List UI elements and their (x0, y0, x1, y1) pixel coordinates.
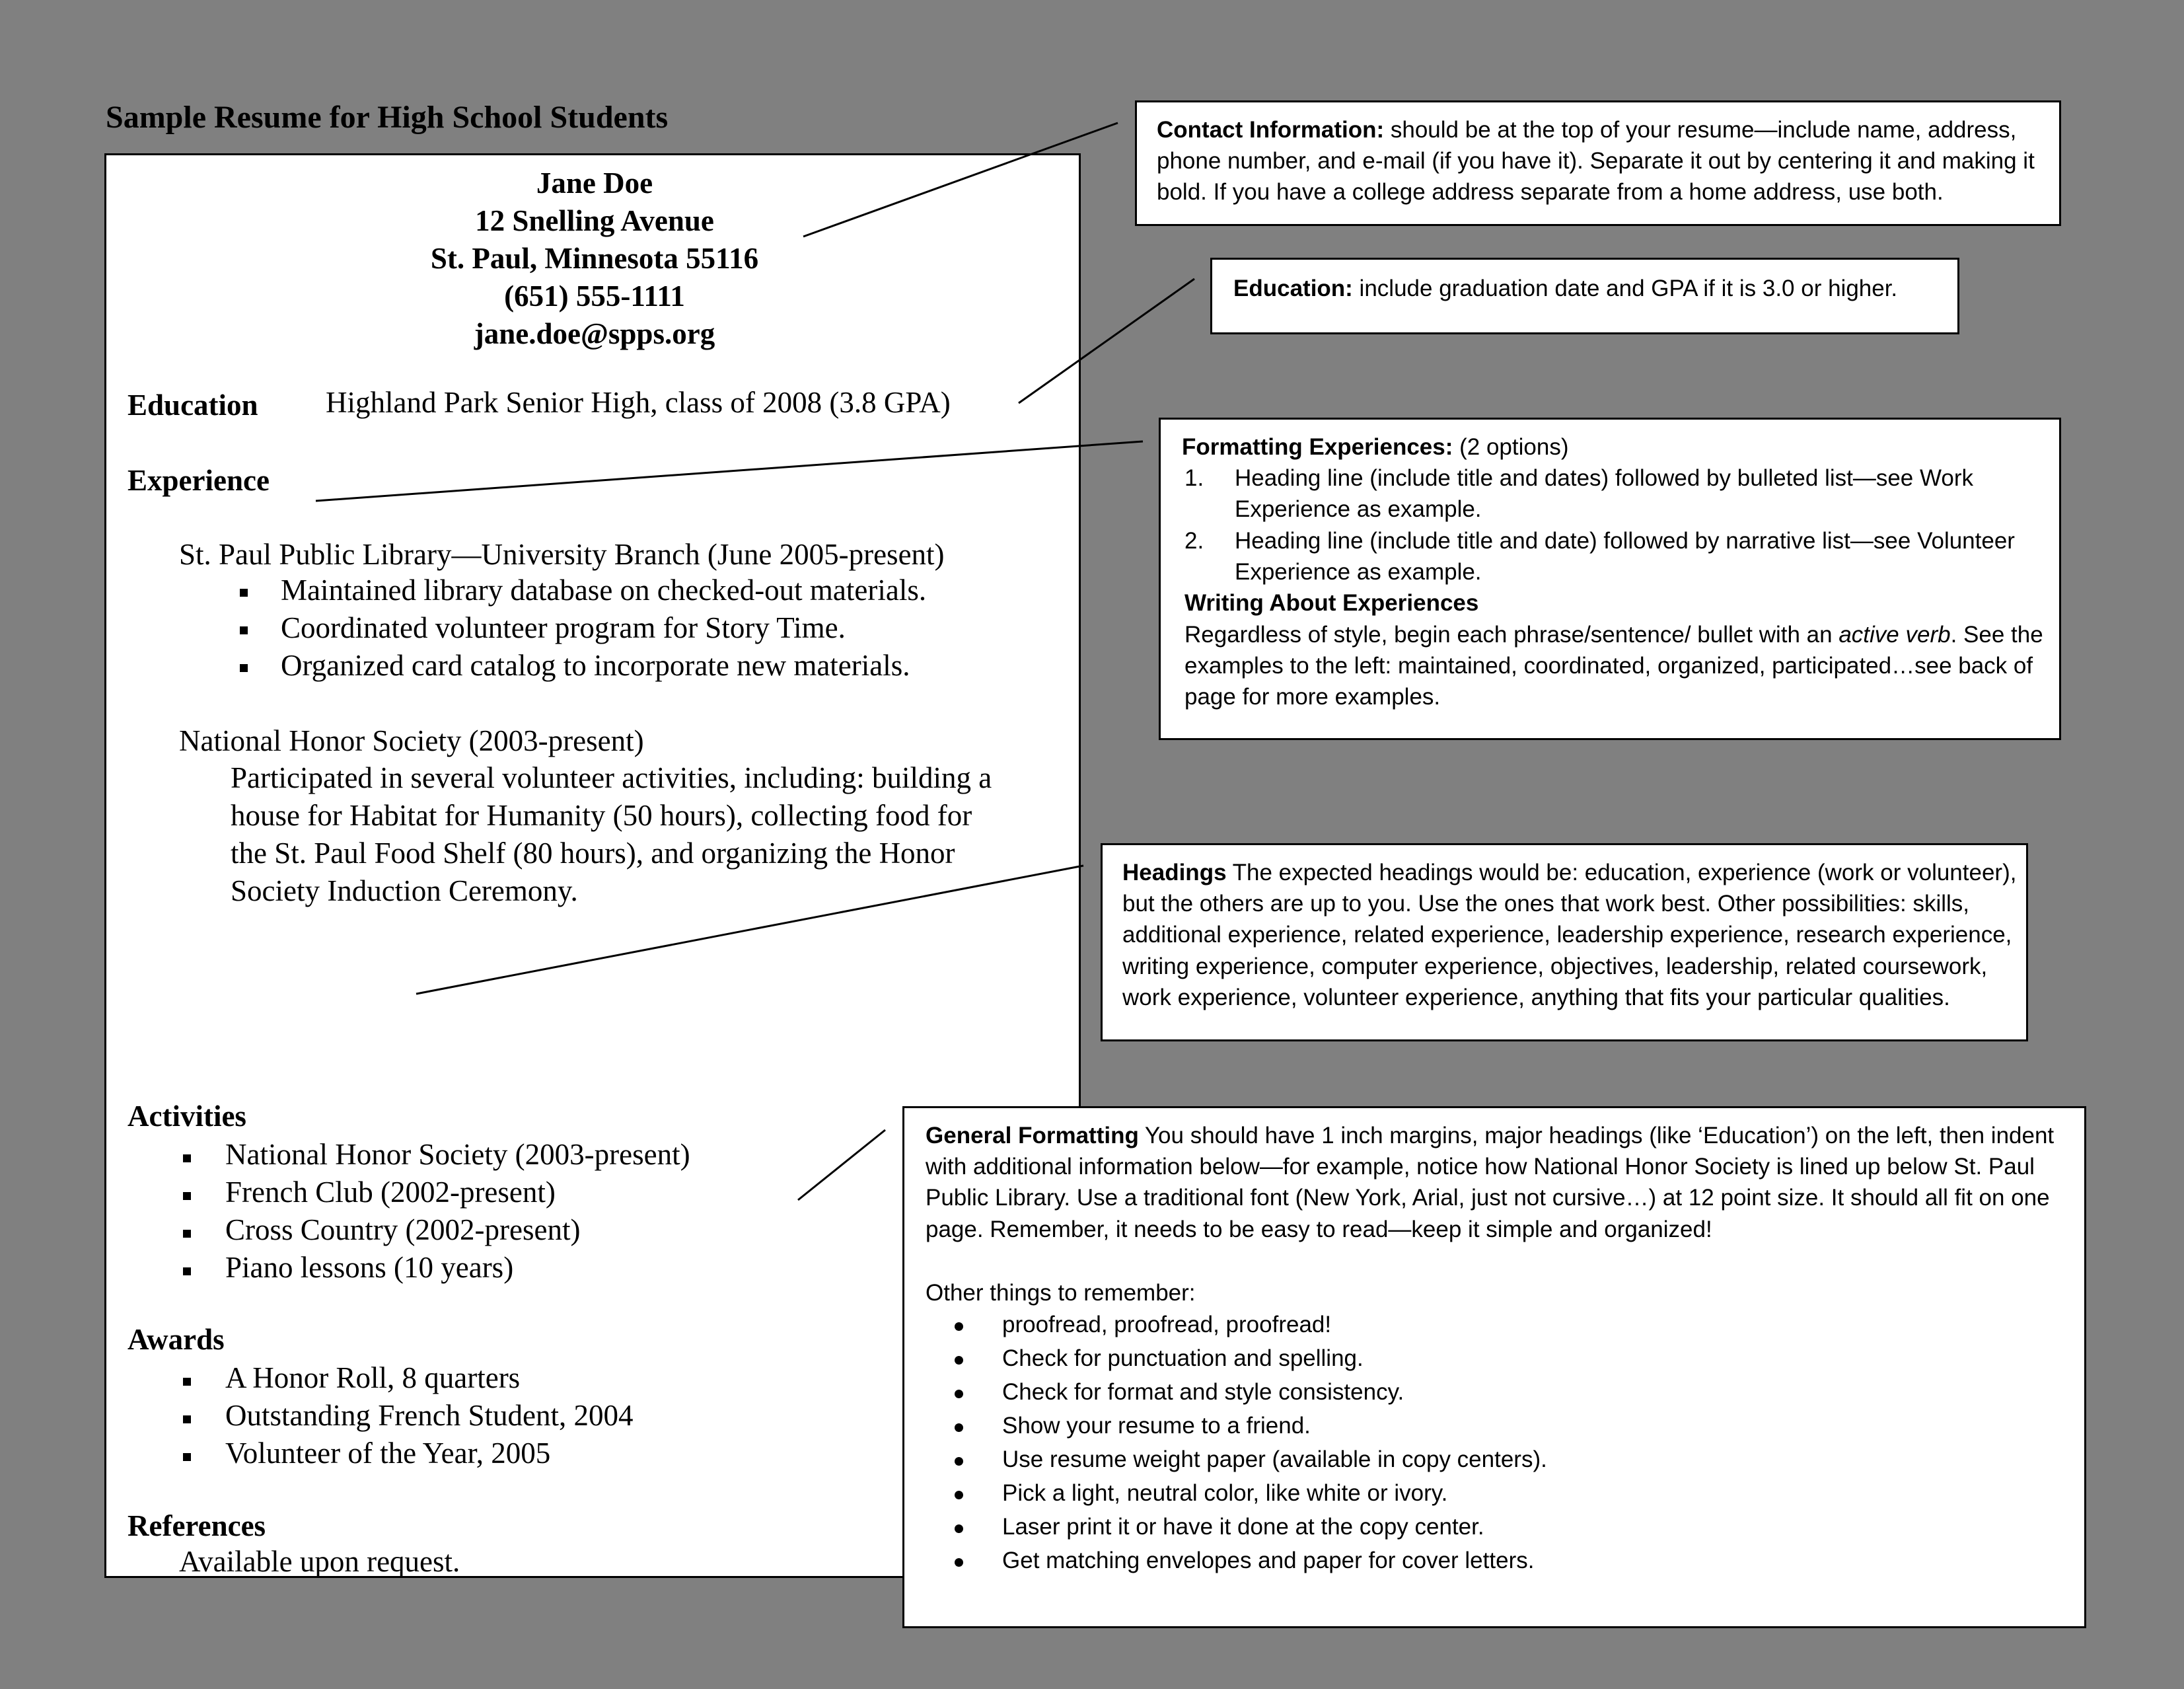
note-label: Formatting Experiences: (1182, 434, 1453, 460)
contact-email: jane.doe@spps.org (474, 317, 715, 350)
narrative-line: house for Habitat for Humanity (50 hours), collecting food for (231, 799, 972, 832)
leader-line-headings (416, 866, 1083, 994)
education-heading: Education (127, 389, 258, 422)
list-item: Laser print it or have it done at the copy center. (1002, 1514, 1484, 1540)
awards-heading: Awards (127, 1323, 225, 1356)
note-text: work experience, volunteer experience, anything that fits your particular qualities. (1122, 985, 1950, 1010)
contact-street: 12 Snelling Avenue (475, 204, 714, 237)
list-item: Pick a light, neutral color, like white or ivory. (1002, 1480, 1448, 1506)
narrative-line: the St. Paul Food Shelf (80 hours), and organizing the Honor (231, 837, 955, 870)
note-label: Contact Information: (1157, 117, 1385, 143)
list-item: Cross Country (2002-present) (225, 1213, 581, 1246)
note-label: Education: (1233, 276, 1353, 301)
list-item: Piano lessons (10 years) (225, 1251, 514, 1284)
job-title-library: St. Paul Public Library—University Branch (June 2005-present) (179, 538, 945, 571)
list-number: 1. (1184, 465, 1204, 491)
leader-line-education (1019, 279, 1194, 403)
list-number: 2. (1184, 528, 1204, 554)
note-text: Regardless of style, begin each phrase/sentence/ bullet with an (1184, 622, 1839, 648)
note-text: additional experience, related experience, leadership experience, research experience, (1122, 922, 2012, 948)
leader-line-formatting (316, 441, 1143, 501)
list-item: Show your resume to a friend. (1002, 1413, 1311, 1439)
education-text: Highland Park Senior High, class of 2008 (3.8 GPA) (326, 386, 951, 419)
activities-heading: Activities (127, 1100, 246, 1133)
note-text: but the others are up to you. Use the ones that work best. Other possibilities: skills, (1122, 891, 1970, 917)
note-text: page. Remember, it needs to be easy to read—keep it simple and organized! (926, 1217, 1712, 1242)
experience-heading: Experience (127, 464, 270, 497)
list-item: French Club (2002-present) (225, 1176, 556, 1209)
note-text: Heading line (include title and dates) followed by bulleted list—see Work (1235, 465, 1974, 491)
list-item: Volunteer of the Year, 2005 (225, 1437, 551, 1470)
note-text: examples to the left: maintained, coordinated, organized, participated…see back of (1184, 653, 2033, 679)
list-item: Outstanding French Student, 2004 (225, 1399, 634, 1432)
references-text: Available upon request. (179, 1545, 460, 1578)
note-text: Heading line (include title and date) followed by narrative list—see Volunteer (1235, 528, 2015, 554)
note-text: writing experience, computer experience, objectives, leadership, related coursework, (1122, 954, 1988, 979)
contact-phone: (651) 555-1111 (504, 280, 685, 313)
list-item: Use resume weight paper (available in copy centers). (1002, 1446, 1547, 1472)
list-item: Check for punctuation and spelling. (1002, 1345, 1364, 1371)
note-text: Public Library. Use a traditional font (New York, Arial, just not cursive…) at 12 point size. It should all fit on one (926, 1185, 2050, 1211)
references-heading: References (127, 1509, 266, 1542)
note-text: Experience as example. (1235, 496, 1482, 522)
leader-line-contact (803, 123, 1118, 237)
list-item: Organized card catalog to incorporate new materials. (281, 649, 910, 682)
contact-name: Jane Doe (536, 167, 653, 200)
list-item: National Honor Society (2003-present) (225, 1138, 690, 1171)
narrative-line: Society Induction Ceremony. (231, 874, 578, 907)
note-text: bold. If you have a college address separate from a home address, use both. (1157, 179, 1944, 205)
contact-city: St. Paul, Minnesota 55116 (430, 242, 759, 275)
note-text: include graduation date and GPA if it is 3.0 or higher. (1352, 276, 1898, 301)
page-title: Sample Resume for High School Students (106, 100, 669, 135)
list-item: Coordinated volunteer program for Story Time. (281, 611, 846, 644)
note-text: page for more examples. (1184, 684, 1441, 710)
note-text: The expected headings would be: education, experience (work or volunteer), (1226, 860, 2017, 885)
list-item: proofread, proofread, proofread! (1002, 1312, 1332, 1337)
note-text: You should have 1 inch margins, major headings (like ‘Education’) on the left, then indent (1138, 1123, 2055, 1148)
list-item: Maintained library database on checked-out materials. (281, 574, 927, 607)
job-title-nhs: National Honor Society (2003-present) (179, 724, 644, 757)
list-item: A Honor Roll, 8 quarters (225, 1361, 521, 1394)
note-text: (2 options) (1453, 434, 1569, 460)
leader-line-general (798, 1130, 885, 1200)
note-text: Experience as example. (1235, 559, 1482, 585)
note-emphasis: active verb (1838, 622, 1951, 648)
list-item: Get matching envelopes and paper for cover letters. (1002, 1548, 1535, 1573)
note-subheading: Writing About Experiences (1184, 590, 1479, 616)
note-text: . See the (1950, 622, 2043, 648)
note-text: should be at the top of your resume—include name, address, (1384, 117, 2017, 143)
narrative-line: Participated in several volunteer activities, including: building a (231, 761, 992, 794)
note-label: Headings (1122, 860, 1227, 885)
note-text: with additional information below—for example, notice how National Honor Society is lined up below St. Paul (926, 1154, 2035, 1180)
list-item: Check for format and style consistency. (1002, 1379, 1404, 1405)
note-label: General Formatting (926, 1123, 1139, 1148)
note-text: phone number, and e-mail (if you have it). Separate it out by centering it and making it (1157, 148, 2035, 174)
note-subheading: Other things to remember: (926, 1280, 1196, 1306)
